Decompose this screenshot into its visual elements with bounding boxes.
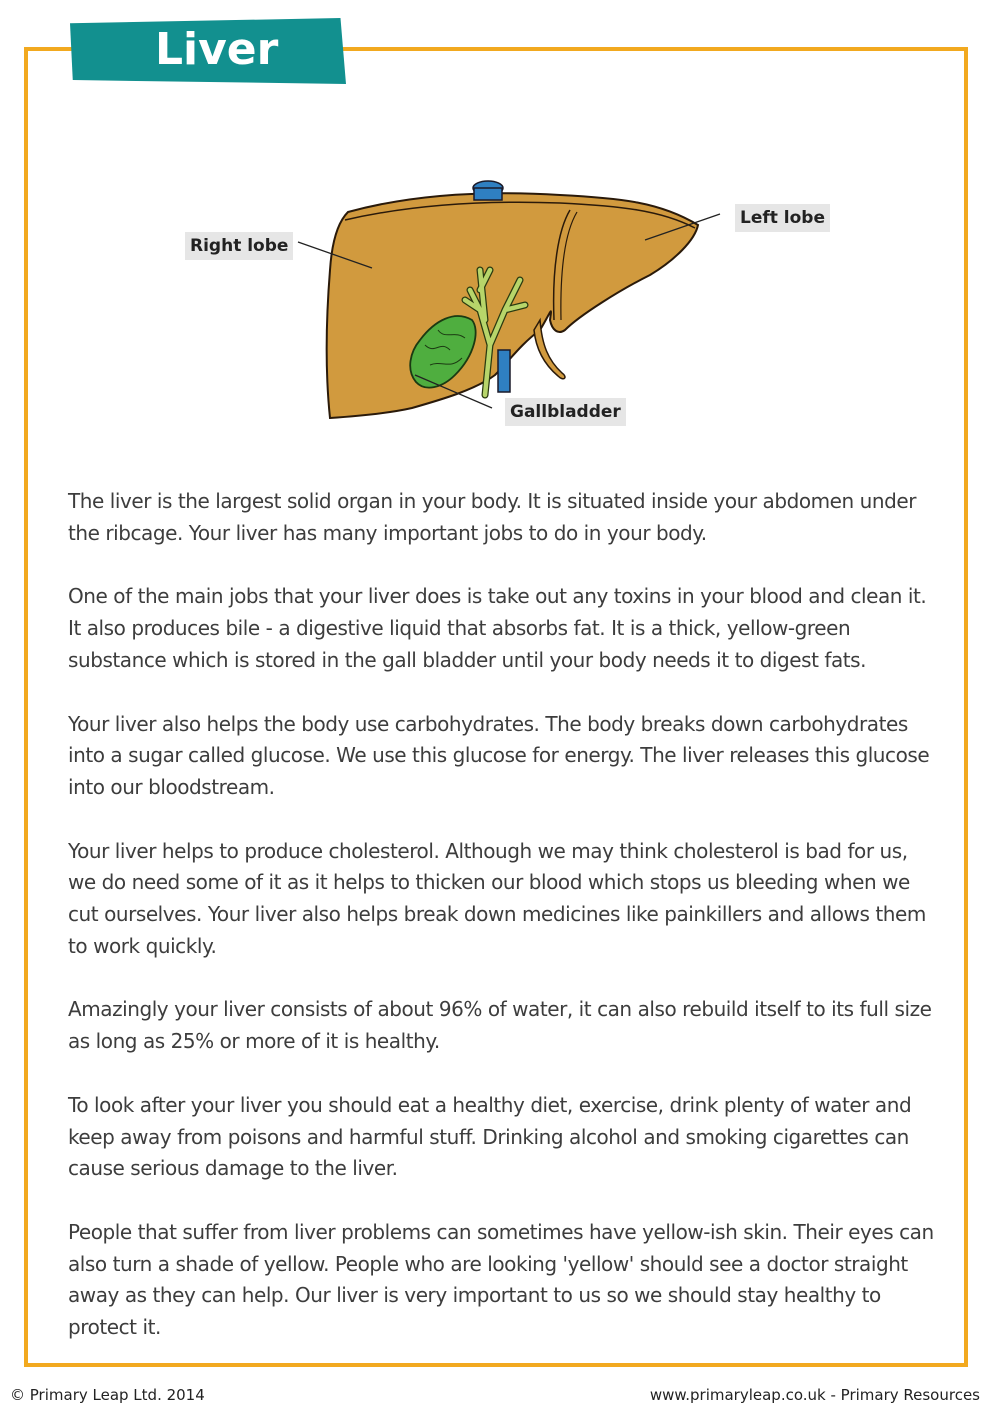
gallbladder-label: Gallbladder [505, 398, 626, 426]
page-title: Liver [155, 24, 279, 75]
liver-diagram [180, 170, 840, 440]
paragraph: Your liver also helps the body use carbohydrates. The body breaks down carbohydrates into a sugar called glucose. We use this glucose for energy. The liver releases this glucose into our bloodstream. [68, 711, 930, 799]
footer-site-link[interactable]: www.primaryleap.co.uk - Primary Resources [649, 1386, 980, 1404]
portal-vein [498, 350, 510, 392]
right-lobe-label: Right lobe [185, 232, 293, 260]
vena-cava-body [474, 188, 502, 200]
left-lobe-label: Left lobe [735, 204, 830, 232]
footer-copyright: © Primary Leap Ltd. 2014 [10, 1386, 205, 1404]
paragraph: People that suffer from liver problems can sometimes have yellow-ish skin. Their eyes can also turn a shade of yellow. People who are looking 'yellow' should see a doctor straight away as they can help. Our liver is very important to us so we should stay healthy to protect it. [68, 1219, 934, 1340]
article-body [68, 486, 940, 1376]
paragraph: Your liver helps to produce cholesterol. Although we may think cholesterol is bad for us, we do need some of it as it helps to thicken our blood which stops us bleeding when we cut ourselves. Your liver also helps break down medicines like painkillers and allows them to work quickly. [68, 838, 926, 958]
paragraph: The liver is the largest solid organ in your body. It is situated inside your abdomen under the ribcage. Your liver has many important jobs to do in your body. [68, 489, 916, 545]
paragraph: To look after your liver you should eat a healthy diet, exercise, drink plenty of water and keep away from poisons and harmful stuff. Drinking alcohol and smoking cigarettes can cause serious damage to the liver. [68, 1092, 912, 1181]
paragraph: Amazingly your liver consists of about 96% of water, it can also rebuild itself to its full size as long as 25% or more of it is healthy. [68, 997, 932, 1054]
paragraph: One of the main jobs that your liver does is take out any toxins in your blood and clean it. It also produces bile - a digestive liquid that absorbs fat. It is a thick, yellow-green substance which is stored in the gall bladder until your body needs it to digest fats. [68, 584, 927, 672]
